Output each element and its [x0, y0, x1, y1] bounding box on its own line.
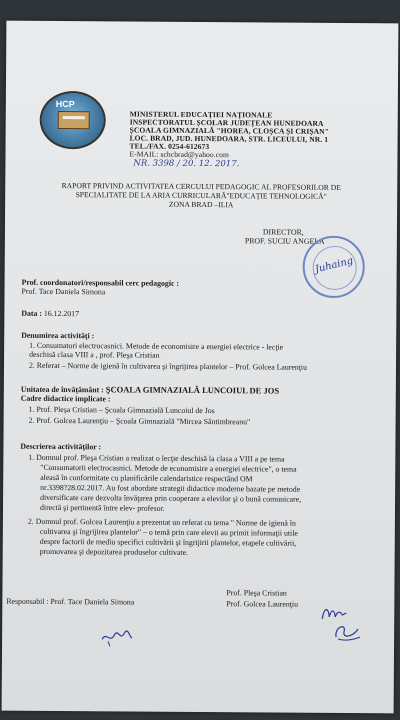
responsible-handwritten-signature — [100, 627, 134, 647]
school-stamp — [302, 236, 364, 298]
teacher-signature-1: Prof. Pleşa Cristian — [226, 588, 287, 598]
header-ministry: MINISTERUL EDUCAȚIEI NAȚIONALE — [129, 109, 273, 120]
staff-item-1: 1. Prof. Pleşa Cristian – Şcoala Gimnazială Luncoiul de Jos — [28, 404, 215, 416]
director-name: PROF. SUCIU ANGELA — [244, 236, 325, 246]
teacher-signature-2: Prof. Golcea Laurenţiu — [226, 599, 299, 609]
document-page — [2, 21, 399, 714]
report-title-line-1: RAPORT PRIVIND ACTIVITATEA CERCULUI PEDAGOGIC AL PROFESORILOR DE — [61, 181, 341, 192]
registration-number: NR. 3398 / 20. 12. 2017. — [133, 158, 240, 170]
activity-item-1: 1. Consumatori electrocasnici. Metode de economisire a energiei electrice - lecţie — [29, 340, 284, 352]
activities-label: Denumirea activităţi : — [21, 330, 95, 341]
header-address: LOC. BRAD, JUD. HUNEDOARA, STR. LICEULUI, NR. 1 — [129, 133, 329, 144]
unit-value: ŞCOALA GIMNAZIALĂ LUNCOIUL DE JOS — [105, 384, 280, 396]
header-school: ȘCOALA GIMNAZIALĂ "HOREA, CLOȘCA ȘI CRIȘAN" — [129, 125, 330, 136]
description-line-5: diversificate care dezvolta învăţarea prin cooperare a elevilor şi o bună comunicare, — [40, 492, 302, 504]
coordinators-label: Prof. coordonatori/responsabil cerc pedagogic : — [21, 277, 180, 288]
description-line-7: 2. Domnul prof. Golcea Laurenţiu a prezentat un referat cu tema " Norme de igienă în — [27, 516, 296, 528]
description-line-9: despre factorii de mediu specifici cultivării şi îngrijirii plantelor, etapele cultivării, — [39, 536, 297, 548]
golcea-handwritten-signature — [332, 621, 362, 643]
activity-item-2: 2. Referat – Norme de igienă în cultivarea şi îngrijirea plantelor – Prof. Golcea Laurenţiu — [28, 360, 308, 372]
activity-item-1-cont: deschisă clasa VIII a , prof. Pleşa Cristian — [29, 349, 160, 360]
logo-text: HCP — [55, 98, 75, 110]
responsible-signature-label: Responsabil : Prof. Tace Daniela Simona — [6, 596, 135, 607]
report-title-line-2: SPECIALITATE DE LA ARIA CURRICULARĂ"EDUCAȚIE TEHNOLOGICĂ" — [75, 190, 327, 201]
staff-item-2: 2. Prof. Golcea Laurenţiu – Şcoala Gimnazială "Mircea Sântimbreanu" — [28, 415, 251, 427]
header-inspectorate: INSPECTORATUL ȘCOLAR JUDEȚEAN HUNEDOARA — [129, 117, 324, 128]
description-label: Descrierea activităţilor : — [20, 441, 102, 452]
unit-label: Unitatea de învăţământ : — [20, 384, 104, 395]
description-line-4: nr.3398?28.02.2017. Au fost abordate strategii didactice moderne bazate pe metode — [40, 482, 301, 494]
director-signature: Juhaing — [313, 255, 355, 276]
report-title-line-3: ZONA BRAD –ILIA — [168, 199, 234, 210]
coordinators-value: Prof. Tace Daniela Simona — [21, 286, 106, 297]
header-phone: TEL./FAX. 0254-612673 — [129, 141, 210, 152]
header-email: E-MAIL: schcbrad@yahoo.com — [129, 149, 229, 160]
logo-building-icon — [58, 111, 90, 129]
director-label: DIRECTOR, — [262, 227, 304, 237]
description-line-6: directă şi pertinentă între elev- profesor. — [39, 502, 165, 513]
date-value: 16.12.2017 — [43, 308, 80, 319]
school-logo — [40, 91, 106, 149]
description-line-8: cultivarea şi îngrijirea plantelor" – o temă prin care elevii au primit informaţii utile — [39, 526, 298, 538]
description-line-2: "Consumatorii electrocasnici. Metode de economisire a energiei electrice", o tema — [40, 462, 297, 474]
description-line-10: promovarea şi depozitarea produselor cultivate. — [39, 546, 189, 557]
description-line-3: aleasă în conformitate cu planificările calendaristice respectând OM — [40, 472, 253, 484]
description-line-1: 1. Domnul prof. Pleşa Cristian a realizat o lecţie deschisă la clasa a VIII a pe tema — [28, 452, 285, 464]
date-label: Data : — [21, 308, 42, 318]
staff-label: Cadre didactice implicate : — [20, 393, 111, 404]
